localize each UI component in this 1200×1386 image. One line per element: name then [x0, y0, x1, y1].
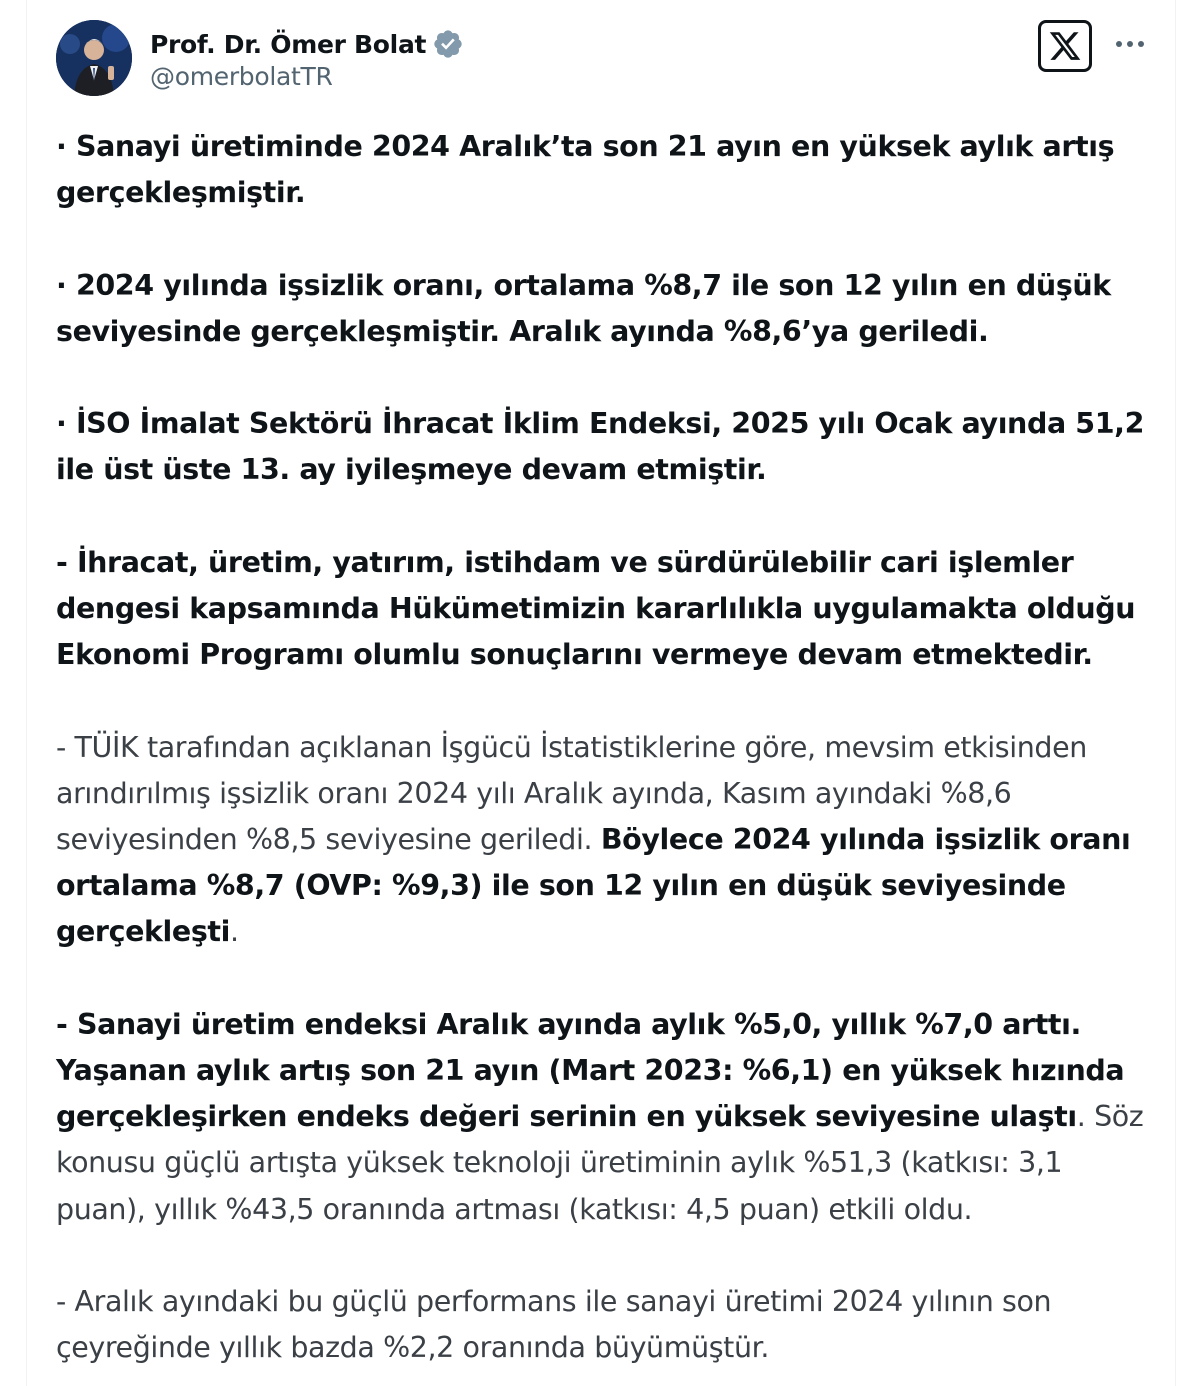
tweet-paragraph-4	[56, 540, 1156, 679]
avatar-photo-icon	[56, 20, 132, 96]
tweet-text-bold: - Sanayi üretim endeksi Aralık ayında aylık %5,0, yıllık %7,0 arttı. Yaşanan aylık artış son 21 ayın (Mart 2023: %6,1) en yüksek hızında gerçekleşirken endeks değeri serinin en yüksek seviyesine ulaştı	[56, 1007, 1125, 1134]
tweet-paragraph-5	[56, 725, 1156, 956]
tweet-text	[56, 124, 1156, 1386]
avatar[interactable]	[56, 20, 132, 96]
tweet-paragraph-6	[56, 1002, 1156, 1233]
verified-badge-icon	[432, 28, 464, 60]
tweet-text-bold: - İhracat, üretim, yatırım, istihdam ve sürdürülebilir cari işlemler dengesi kapsamında Hükümetimizin kararlılıkla uygulamakta olduğu Ekonomi Programı olumlu sonuçlarını vermeye devam etmektedir.	[56, 545, 1136, 672]
tweet-paragraph-7	[56, 1279, 1156, 1371]
tweet-paragraph-2	[56, 263, 1156, 355]
more-options-icon[interactable]	[1112, 26, 1148, 62]
tweet-text-bold: Böylece 2024 yılında işsizlik oranı ortalama %8,7 (OVP: %9,3) ile son 12 yılın en düşük seviyesinde gerçekleşti	[56, 822, 1131, 949]
tweet-paragraph-3	[56, 401, 1156, 493]
display-name[interactable]: Prof. Dr. Ömer Bolat	[150, 29, 427, 59]
tweet-text-regular: . Söz konusu güçlü artışta yüksek teknoloji üretiminin aylık %51,3 (katkısı: 3,1 puan), yıllık %43,5 oranında artması (katkısı: 4,5 puan) etkili oldu.	[56, 1100, 1144, 1226]
tweet-text-bold: · Sanayi üretiminde 2024 Aralık’ta son 21 ayın en yüksek aylık artış gerçekleşmiştir.	[56, 130, 1115, 210]
tweet-text-bold: · İSO İmalat Sektörü İhracat İklim Endeksi, 2025 yılı Ocak ayında 51,2 ile üst üste 13. ay iyileşmeye devam etmiştir.	[56, 407, 1145, 487]
author-name-row[interactable]	[150, 26, 464, 62]
tweet-text-regular: .	[230, 915, 239, 949]
tweet-text-bold: · 2024 yılında işsizlik oranı, ortalama %8,7 ile son 12 yılın en düşük seviyesinde gerçekleşmiştir. Aralık ayında %8,6’ya geriledi.	[56, 268, 1111, 348]
tweet-text-regular: - TÜİK tarafından açıklanan İşgücü İstatistiklerine göre, mevsim etkisinden arındırılmış işsizlik oranı 2024 yılı Aralık ayında, Kasım ayındaki %8,6 seviyesinden %8,5 seviyesine geriledi.	[56, 730, 1087, 856]
x-logo-icon[interactable]	[1038, 20, 1092, 72]
tweet-header	[56, 20, 1156, 100]
author-handle[interactable]: @omerbolatTR	[150, 62, 333, 91]
tweet-paragraph-1	[56, 124, 1156, 216]
tweet-text-regular: - Aralık ayındaki bu güçlü performans ile sanayi üretimi 2024 yılının son çeyreğinde yıllık bazda %2,2 oranında büyümüştür.	[56, 1284, 1052, 1365]
